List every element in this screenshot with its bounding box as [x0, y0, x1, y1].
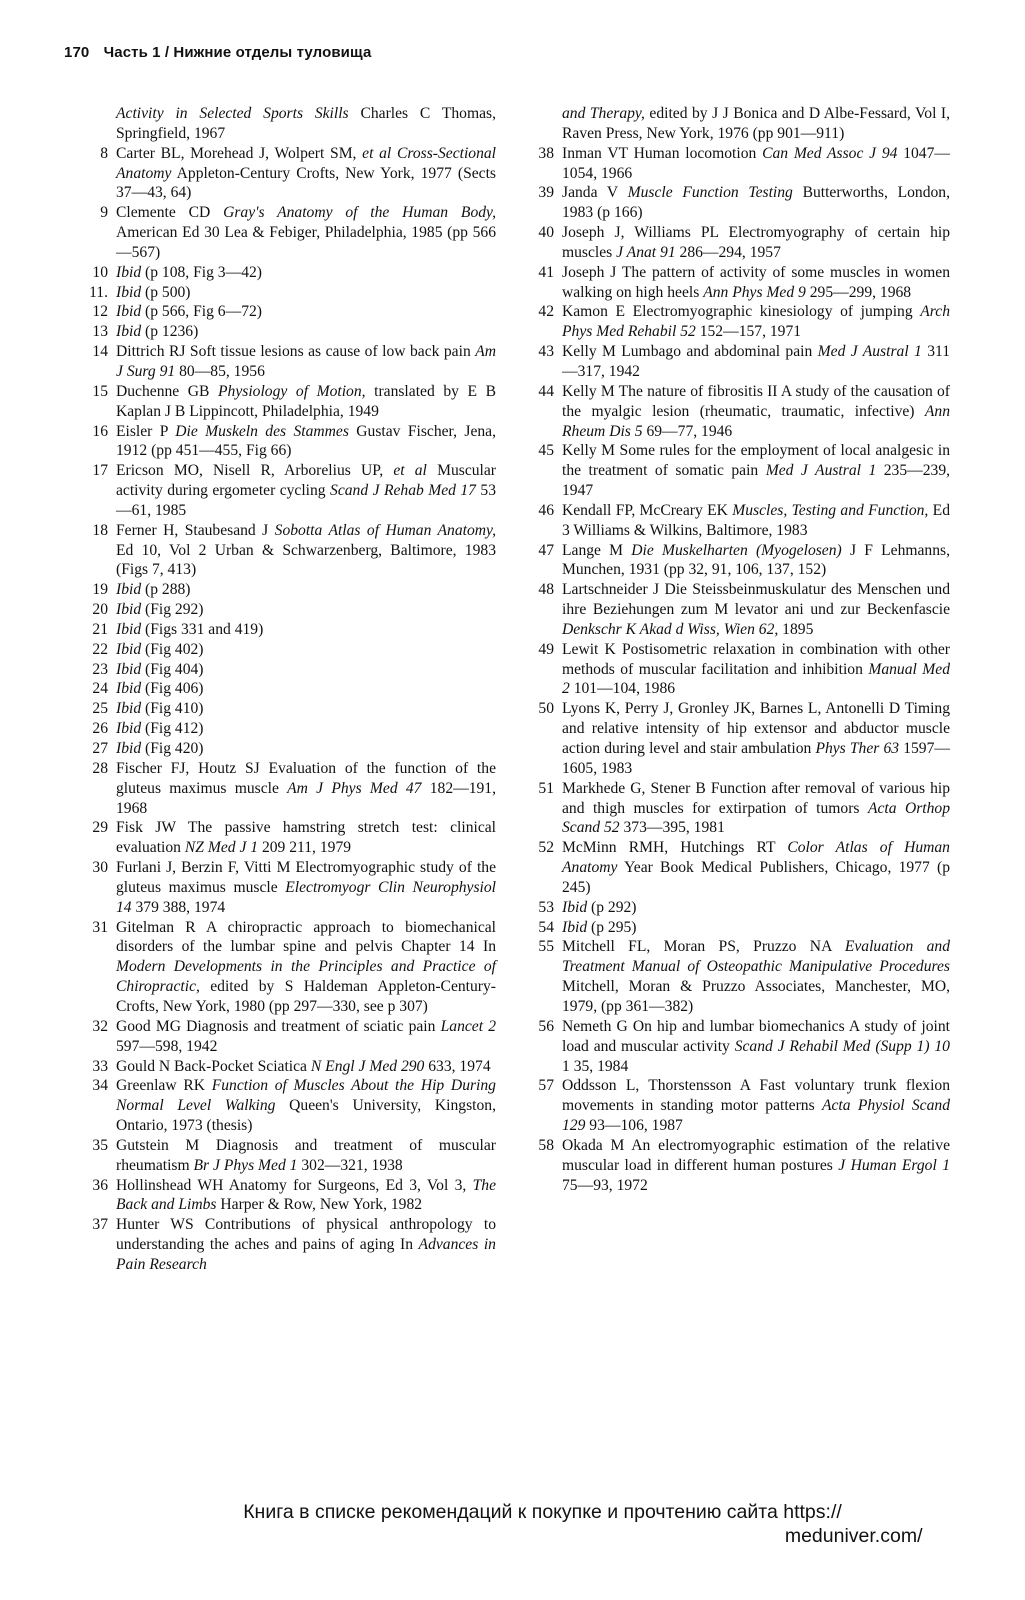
reference-text: (p 1236) [141, 323, 199, 341]
reference-entry [82, 1057, 496, 1077]
reference-text: 286—294, 1957 [675, 243, 781, 261]
reference-text: Gould N Back-Pocket Sciatica [116, 1057, 311, 1075]
reference-text: Fisk JW The passive hamstring stretch test: clinical evaluation [116, 819, 496, 857]
reference-italic-text: Manual Med 2 [562, 660, 950, 698]
reference-italic-text: Phys Ther 63 [815, 740, 900, 757]
reference-entry [528, 838, 950, 898]
reference-entry [82, 600, 496, 620]
reference-italic-text: Scand J Rehab Med 17 [330, 482, 476, 500]
reference-entry [82, 620, 496, 640]
reference-text: Lewit K Postisometric relaxation in combination with other methods of muscular facilitation and inhibition [562, 640, 950, 678]
reference-entry [528, 144, 950, 184]
reference-italic-text: Sobotta Atlas of Human Anatomy, [274, 521, 497, 539]
reference-italic-text: Physiology of Motion, [218, 382, 366, 400]
reference-number: 27 [92, 740, 108, 757]
reference-number: 43 [538, 343, 554, 361]
reference-italic-text: Ibid [562, 918, 588, 936]
reference-text: (Fig 404) [141, 660, 204, 678]
reference-number: 38 [538, 144, 554, 162]
reference-italic-text: Ibid [116, 680, 142, 698]
reference-number: 8 [100, 144, 108, 162]
reference-entry [528, 580, 950, 640]
reference-number: 30 [92, 859, 108, 877]
reference-number: 45 [538, 442, 554, 460]
reference-entry [82, 580, 496, 600]
reference-number: 34 [92, 1077, 108, 1095]
reference-text: American Ed 30 Lea & Febiger, Philadelphia, 1985 (pp 566—567) [116, 224, 496, 261]
reference-italic-text: Evaluation and Treatment Manual of Osteopathic Manipulative Procedures [562, 938, 950, 976]
reference-italic-text: Ibid [116, 740, 142, 757]
reference-italic-text: Modern Developments in the Principles and Practice of Chiropractic, [116, 958, 496, 996]
reference-entry [528, 898, 950, 918]
running-header [64, 44, 371, 61]
reference-number: 19 [92, 581, 108, 599]
reference-text: Appleton-Century Crofts, New York, 1977 (Sects 37—43, 64) [116, 164, 496, 202]
reference-italic-text: J Anat 91 [616, 243, 676, 261]
reference-text: J F Lehmanns, Munchen, 1931 (pp 32, 91, 106, 137, 152) [562, 541, 950, 579]
reference-number: 28 [92, 759, 108, 777]
reference-text: Butterworths, London, 1983 (p 166) [562, 184, 951, 222]
reference-text: edited by J J Bonica and D Albe-Fessard, Vol I, Raven Press, New York, 1976 (pp 901—911) [562, 105, 950, 142]
reference-number: 22 [92, 640, 108, 658]
reference-entry [82, 144, 496, 204]
reference-text: Fischer FJ, Houtz SJ Evaluation of the function of the gluteus maximus muscle [116, 759, 496, 797]
reference-text: McMinn RMH, Hutchings RT [562, 839, 788, 857]
reference-text: Hunter WS Contributions of physical anthropology to understanding the aches and pains of aging In [116, 1216, 496, 1254]
reference-number: 33 [92, 1057, 108, 1075]
reference-text: 80—85, 1956 [175, 362, 265, 380]
reference-number: 12 [92, 303, 108, 321]
reference-italic-text: Acta Physiol Scand 129 [562, 1097, 950, 1135]
reference-text: (Fig 406) [141, 680, 204, 698]
reference-text: Gustav Fischer, Jena, 1912 (pp 451—455, Fig 66) [116, 422, 496, 460]
reference-text: Kelly M Lumbago and abdominal pain [562, 343, 818, 361]
reference-entry [528, 1076, 950, 1136]
reference-text: 311—317, 1942 [562, 343, 951, 380]
reference-number: 32 [92, 1017, 108, 1035]
reference-entry [528, 1136, 950, 1196]
reference-text: Lyons K, Perry J, Gronley JK, Barnes L, Antonelli D Timing and relative intensity of hip extensor and abductor muscle action during level and stair ambulation [562, 700, 950, 757]
reference-text: Mitchell, Moran & Pruzzo Associates, Manchester, MO, 1979, (pp 361—382) [562, 978, 950, 1015]
reference-italic-text: Scand J Rehabil Med (Supp 1) 10 [734, 1037, 950, 1055]
reference-text: Nemeth G On hip and lumbar biomechanics A study of joint load and muscular activity [562, 1017, 950, 1055]
reference-number: 21 [92, 620, 108, 638]
reference-text: (p 288) [141, 581, 191, 599]
reference-text: Queen's University, Kingston, Ontario, 1973 (thesis) [116, 1097, 496, 1135]
reference-italic-text: Ibid [116, 601, 142, 619]
running-title: Часть 1 / Нижние отделы туловища [103, 44, 372, 61]
reference-text: Harper & Row, New York, 1982 [216, 1196, 423, 1214]
reference-number: 53 [538, 898, 554, 916]
reference-entry [528, 501, 950, 541]
reference-number: 14 [92, 343, 108, 361]
reference-text: 1047—1054, 1966 [562, 144, 950, 182]
reference-italic-text: Ibid [116, 303, 142, 321]
reference-entry [528, 382, 950, 442]
reference-italic-text: Can Med Assoc J 94 [762, 144, 898, 162]
reference-italic-text: Med J Austral 1 [817, 343, 922, 361]
reference-number: 49 [538, 640, 554, 658]
reference-entry [82, 719, 496, 739]
reference-number: 25 [92, 700, 108, 718]
reference-text: (p 295) [587, 918, 637, 936]
reference-number: 29 [92, 819, 108, 837]
reference-italic-text: Activity in Selected Sports Skills [116, 105, 349, 122]
reference-italic-text: Lancet 2 [440, 1017, 497, 1035]
reference-italic-text: Ann Phys Med 9 [703, 283, 806, 301]
reference-text: 209 211, 1979 [258, 839, 352, 857]
reference-text: Joseph J, Williams PL Electromyography of certain hip muscles [562, 224, 950, 261]
reference-text: Kamon E Electromyographic kinesiology of jumping [562, 303, 921, 321]
reference-entry [528, 1017, 950, 1077]
reference-italic-text: Ibid [116, 620, 142, 638]
site-watermark-footer [0, 1500, 1025, 1548]
reference-italic-text: and Therapy, [562, 105, 645, 122]
reference-number: 57 [538, 1077, 554, 1095]
reference-text: Carter BL, Morehead J, Wolpert SM, [116, 144, 363, 162]
reference-italic-text: Arch Phys Med Rehabil 52 [562, 303, 950, 341]
reference-text: Ed 10, Vol 2 Urban & Schwarzenberg, Baltimore, 1983 (Figs 7, 413) [116, 541, 496, 579]
reference-text: Ferner H, Staubesand J [116, 521, 275, 539]
reference-number: 58 [538, 1136, 554, 1154]
reference-text: Janda V [562, 184, 628, 202]
reference-number: 46 [538, 501, 554, 519]
reference-entry [82, 461, 496, 521]
reference-entry-continued [528, 104, 950, 144]
reference-entry [528, 223, 950, 263]
reference-text: Good MG Diagnosis and treatment of sciatic pain [116, 1017, 441, 1035]
reference-number: 26 [92, 720, 108, 738]
reference-entry [528, 918, 950, 938]
reference-text: 597—598, 1942 [116, 1037, 218, 1055]
reference-entry [82, 322, 496, 342]
reference-text: Oddsson L, Thorstensson A Fast voluntary trunk flexion movements in standing motor patterns [562, 1077, 950, 1115]
reference-text: 152—157, 1971 [695, 323, 802, 341]
reference-number: 39 [538, 184, 554, 202]
reference-text: Kendall FP, McCreary EK [562, 501, 733, 519]
reference-text: Lartschneider J Die Steissbeinmuskulatur des Menschen und ihre Beziehungen zum M levator ani und zur Beckenfascie [562, 581, 950, 619]
reference-entry [528, 779, 950, 839]
reference-entry [82, 739, 496, 759]
reference-italic-text: The Back and Limbs [116, 1176, 496, 1214]
reference-entry [82, 283, 496, 303]
reference-italic-text: Color Atlas of Human Anatomy [562, 839, 950, 877]
reference-entry [82, 263, 496, 283]
reference-italic-text: Denkschr K Akad d Wiss, Wien 62, [562, 620, 779, 638]
reference-italic-text: Ibid [116, 581, 142, 599]
reference-text: (Fig 402) [141, 640, 204, 658]
reference-number: 17 [92, 462, 108, 480]
reference-italic-text: Ann Rheum Dis 5 [562, 402, 950, 440]
reference-text: Inman VT Human locomotion [562, 144, 763, 162]
reference-number: 47 [538, 541, 554, 559]
reference-text: Ericson MO, Nisell R, Arborelius UP, [116, 462, 394, 480]
reference-text: (Fig 410) [141, 700, 204, 718]
reference-number: 35 [92, 1136, 108, 1154]
reference-text: 69—77, 1946 [642, 422, 733, 440]
reference-text: Greenlaw RK [116, 1077, 212, 1095]
reference-entry [528, 342, 950, 382]
reference-italic-text: Br J Phys Med 1 [193, 1156, 298, 1174]
reference-text: (p 292) [587, 898, 637, 916]
reference-text: 182—191, 1968 [116, 779, 496, 817]
reference-entry [528, 441, 950, 501]
reference-entry [528, 699, 950, 778]
reference-number: 20 [92, 601, 108, 619]
reference-text: (p 500) [141, 283, 191, 301]
reference-entry [82, 382, 496, 422]
reference-entry [82, 759, 496, 819]
reference-italic-text: Ibid [116, 700, 142, 718]
reference-number: 54 [538, 918, 554, 936]
reference-number: 56 [538, 1017, 554, 1035]
reference-number: 37 [92, 1216, 108, 1234]
reference-italic-text: Muscle Function Testing [627, 184, 793, 202]
reference-italic-text: NZ Med J 1 [184, 839, 259, 857]
reference-number: 24 [92, 680, 108, 698]
reference-number: 11. [89, 283, 108, 301]
reference-entry [82, 302, 496, 322]
reference-entry [82, 1176, 496, 1216]
reference-text: (Fig 420) [141, 740, 204, 757]
reference-text: 1 35, 1984 [562, 1057, 629, 1075]
reference-text: edited by S Haldeman Appleton-Century-Crofts, New York, 1980 (pp 297—330, see p 307) [116, 978, 496, 1015]
reference-text: Kelly M Some rules for the employment of local analgesic in the treatment of somatic pain [562, 442, 950, 480]
reference-text: Okada M An electromyographic estimation of the relative muscular load in different human postures [562, 1136, 950, 1174]
reference-text: (p 566, Fig 6—72) [141, 303, 262, 321]
reference-text: 1597—1605, 1983 [562, 740, 950, 777]
reference-entry [82, 640, 496, 660]
reference-text: 235—239, 1947 [562, 462, 951, 500]
reference-text: 93—106, 1987 [585, 1117, 683, 1135]
reference-text: 379 388, 1974 [131, 898, 226, 916]
reference-entry [528, 183, 950, 223]
reference-entry [82, 858, 496, 918]
reference-text: Dittrich RJ Soft tissue lesions as cause of low back pain [116, 343, 476, 361]
reference-text: Hollinshead WH Anatomy for Surgeons, Ed 3, Vol 3, [116, 1176, 473, 1194]
reference-entry [82, 422, 496, 462]
reference-italic-text: Gray's Anatomy of the Human Body, [223, 204, 496, 222]
reference-number: 31 [92, 918, 108, 936]
reference-text: Gutstein M Diagnosis and treatment of muscular rheumatism [116, 1136, 496, 1174]
reference-text: Year Book Medical Publishers, Chicago, 1977 (p 245) [562, 859, 950, 896]
reference-entry [82, 660, 496, 680]
reference-number: 52 [538, 839, 554, 857]
reference-entry [82, 918, 496, 1017]
reference-italic-text: Acta Orthop Scand 52 [562, 799, 951, 837]
reference-number: 40 [538, 224, 554, 242]
reference-number: 9 [100, 204, 108, 222]
reference-italic-text: Die Muskeln des Stammes [175, 422, 349, 440]
reference-entry-continued [82, 104, 496, 144]
reference-italic-text: Am J Phys Med 47 [287, 779, 422, 797]
reference-italic-text: Ibid [116, 283, 142, 301]
reference-number: 41 [538, 263, 554, 281]
reference-number: 13 [92, 323, 108, 341]
reference-entry [82, 1215, 496, 1275]
reference-italic-text: et al [393, 462, 427, 480]
reference-italic-text: Function of Muscles About the Hip During Normal Level Walking [116, 1077, 496, 1115]
reference-text: Kelly M The nature of fibrositis II A study of the causation of the myalgic lesion (rheumatic, traumatic, infective) [562, 382, 950, 420]
reference-entry [528, 937, 950, 1016]
reference-number: 42 [538, 303, 554, 321]
reference-number: 50 [538, 700, 554, 718]
reference-text: 302—321, 1938 [297, 1156, 403, 1174]
reference-entry [82, 679, 496, 699]
reference-number: 23 [92, 660, 108, 678]
reference-italic-text: Am J Surg 91 [116, 343, 496, 380]
reference-text: (Fig 412) [141, 720, 204, 738]
reference-number: 51 [538, 779, 554, 797]
reference-text: Gitelman R A chiropractic approach to biomechanical disorders of the lumbar spine and pelvis Chapter 14 In [116, 918, 496, 956]
reference-italic-text: Electromyogr Clin Neurophysiol 14 [116, 878, 496, 916]
reference-italic-text: J Human Ergol 1 [838, 1156, 950, 1174]
reference-text: Ed 3 Williams & Wilkins, Baltimore, 1983 [562, 501, 950, 539]
reference-number: 44 [538, 382, 554, 400]
reference-number: 16 [92, 422, 108, 440]
reference-entry [82, 1017, 496, 1057]
reference-text: 101—104, 1986 [569, 680, 676, 698]
references-left-column [82, 104, 496, 1275]
reference-text: 75—93, 1972 [562, 1176, 648, 1194]
reference-text: 295—299, 1968 [805, 283, 912, 301]
reference-entry [82, 342, 496, 382]
reference-italic-text: Med J Austral 1 [765, 462, 877, 480]
reference-text: Mitchell FL, Moran PS, Pruzzo NA [562, 938, 845, 956]
reference-text: 373—395, 1981 [619, 819, 725, 837]
reference-text: Clemente CD [116, 204, 224, 222]
reference-entry [82, 1136, 496, 1176]
reference-text: 633, 1974 [424, 1057, 491, 1075]
reference-italic-text: Ibid [562, 898, 588, 916]
reference-number: 55 [538, 938, 554, 956]
reference-italic-text: N Engl J Med 290 [310, 1057, 425, 1075]
reference-italic-text: Muscles, Testing and Function, [732, 501, 929, 519]
reference-italic-text: Advances in Pain Research [116, 1236, 496, 1273]
reference-text: (Fig 292) [141, 601, 204, 619]
reference-text: Charles C Thomas, Springfield, 1967 [116, 105, 496, 142]
footer-line-1: Книга в списке рекомендаций к покупке и прочтению сайта https:// [243, 1501, 842, 1523]
reference-text: Duchenne GB [116, 382, 219, 400]
reference-text: (Figs 331 and 419) [141, 620, 264, 638]
reference-text: 53—61, 1985 [116, 482, 496, 519]
reference-number: 48 [538, 581, 554, 599]
references-right-column [528, 104, 950, 1195]
reference-number: 15 [92, 382, 108, 400]
page-number: 170 [64, 44, 90, 61]
reference-text: Lange M [562, 541, 632, 559]
reference-text: 1895 [778, 620, 814, 638]
reference-number: 18 [92, 521, 108, 539]
reference-entry [528, 263, 950, 303]
reference-text: (p 108, Fig 3—42) [141, 263, 262, 281]
footer-line-2: meduniver.com/ [784, 1525, 923, 1547]
reference-entry [528, 640, 950, 700]
reference-entry [82, 521, 496, 581]
reference-number: 36 [92, 1176, 108, 1194]
reference-number: 10 [92, 263, 108, 281]
reference-text: Furlani J, Berzin F, Vitti M Electromyographic study of the gluteus maximus muscle [116, 859, 496, 896]
reference-italic-text: Ibid [116, 263, 142, 281]
reference-text: Markhede G, Stener B Function after removal of various hip and thigh muscles for extirpation of tumors [562, 779, 950, 817]
reference-entry [82, 1076, 496, 1136]
reference-text: translated by E B Kaplan J B Lippincott, Philadelphia, 1949 [116, 382, 496, 420]
reference-italic-text: Ibid [116, 660, 142, 678]
reference-entry [82, 699, 496, 719]
reference-italic-text: Die Muskelharten (Myogelosen) [631, 541, 842, 559]
reference-entry [82, 203, 496, 263]
reference-italic-text: Ibid [116, 640, 142, 658]
reference-text: Joseph J The pattern of activity of some muscles in women walking on high heels [562, 263, 950, 301]
reference-text: Muscular activity during ergometer cycling [116, 462, 496, 500]
reference-entry [82, 818, 496, 858]
reference-entry [528, 541, 950, 581]
reference-italic-text: et al Cross-Sectional Anatomy [116, 144, 496, 182]
reference-italic-text: Ibid [116, 323, 142, 341]
reference-italic-text: Ibid [116, 720, 142, 738]
reference-text: Eisler P [116, 422, 176, 440]
reference-entry [528, 302, 950, 342]
